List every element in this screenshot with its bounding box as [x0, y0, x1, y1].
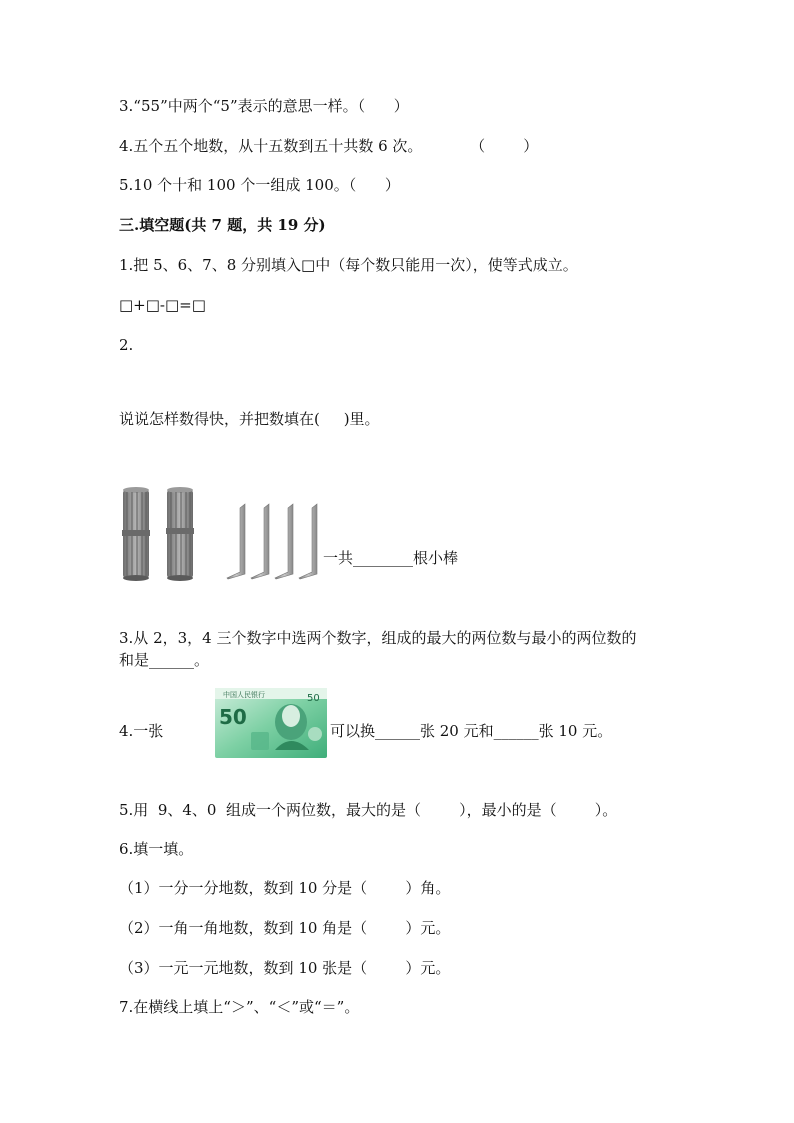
section-heading: 三.填空题(共 7 题，共 19 分)	[119, 216, 326, 234]
fill-question-5: 5.用 9、4、0 组成一个两位数，最大的是（ ），最小的是（ ）。	[119, 801, 618, 819]
fill-question-7: 7.在横线上填上“＞”、“＜”或“＝”。	[119, 998, 360, 1016]
fill-question-2-number: 2.	[119, 336, 134, 354]
equation-boxes: □+□-□=□	[119, 296, 206, 314]
fill-question-4-prefix: 4.一张	[119, 722, 164, 740]
judge-item-3: 3.“55”中两个“5”表示的意思一样。（ ）	[119, 97, 409, 115]
judge-item-5: 5.10 个十和 100 个一组成 100。（ ）	[119, 176, 400, 194]
fill-question-6-item-3: （3）一元一元地数，数到 10 张是（ ）元。	[119, 959, 451, 977]
fill-question-4-suffix: 可以换______张 20 元和______张 10 元。	[330, 722, 613, 740]
judge-item-4: 4.五个五个地数，从十五数到五十共数 6 次。 （ ）	[119, 137, 539, 155]
fill-question-3-line2: 和是______。	[119, 651, 210, 669]
fill-question-6-item-1: （1）一分一分地数，数到 10 分是（ ）角。	[119, 879, 451, 897]
stick-icon	[227, 504, 245, 579]
stick-icon	[251, 504, 269, 579]
stick-bundle-icon	[122, 487, 150, 581]
stick-icon	[299, 504, 317, 579]
fill-question-3-line1: 3.从 2，3，4 三个数字中选两个数字，组成的最大的两位数与最小的两位数的	[119, 629, 637, 647]
fill-question-2-prompt: 说说怎样数得快，并把数填在( )里。	[119, 410, 380, 428]
stick-icon	[275, 504, 293, 579]
note-denomination-corner: 50	[307, 693, 320, 704]
banknote-50-icon	[215, 688, 327, 758]
fill-question-1: 1.把 5、6、7、8 分别填入□中（每个数只能用一次），使等式成立。	[119, 256, 578, 274]
note-header: 中国人民银行	[223, 691, 265, 699]
stick-bundle-icon	[166, 487, 194, 581]
fill-question-6-item-2: （2）一角一角地数，数到 10 角是（ ）元。	[119, 919, 451, 937]
note-denomination: 50	[219, 705, 247, 729]
stick-count-answer-line: 一共________根小棒	[323, 549, 459, 567]
fill-question-6-title: 6.填一填。	[119, 840, 194, 858]
stick-bundle-illustration	[119, 484, 329, 584]
